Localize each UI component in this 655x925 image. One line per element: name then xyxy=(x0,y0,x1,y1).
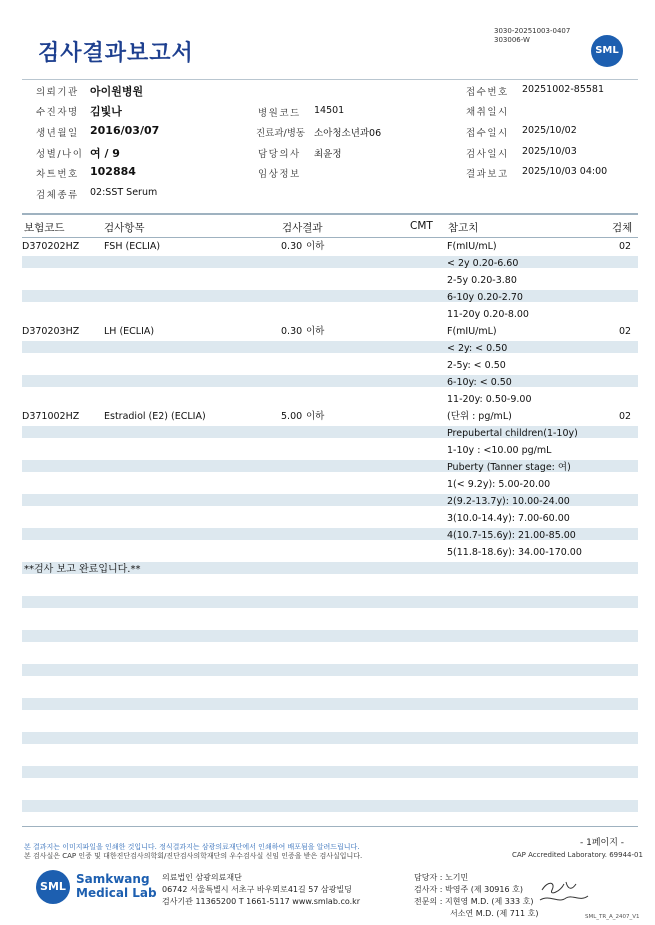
test-specimen: 02 xyxy=(619,411,632,422)
col-header-item: 검사항목 xyxy=(104,222,145,234)
col-header-result: 검사결과 xyxy=(282,222,323,234)
report-date-label: 결과보고 xyxy=(466,169,509,180)
staff-value: 지현영 M.D. (제 333 호) xyxy=(444,897,534,906)
divider xyxy=(22,213,638,215)
ref-line: 11-20y 0.20-8.00 xyxy=(447,309,529,320)
name-label: 수진자명 xyxy=(36,107,79,118)
divider xyxy=(22,826,638,827)
test-code: D370203HZ xyxy=(22,326,80,337)
org-address: 06742 서울특별시 서초구 바우뫼로41길 57 삼광빌딩 xyxy=(162,885,352,894)
ref-line: < 2y: < 0.50 xyxy=(447,343,508,354)
row-stripe xyxy=(22,630,638,642)
sex-age-value: 여 / 9 xyxy=(90,147,120,160)
staff-value: 서소연 M.D. (제 711 호) xyxy=(450,909,539,918)
test-result: 5.00 xyxy=(281,411,303,422)
row-stripe xyxy=(22,290,638,302)
row-stripe xyxy=(22,732,638,744)
institution-value: 아이원병원 xyxy=(90,85,144,98)
ref-line: < 2y 0.20-6.60 xyxy=(447,258,519,269)
doc-id-1: 3030-20251003-0407 xyxy=(494,27,571,35)
ref-line: 11-20y: 0.50-9.00 xyxy=(447,394,532,405)
row-stripe xyxy=(22,800,638,812)
test-date-value: 2025/10/03 xyxy=(522,146,577,157)
receipt-date-value: 2025/10/02 xyxy=(522,125,577,136)
brand-line-1: Samkwang xyxy=(76,872,150,886)
report-date-value: 2025/10/03 04:00 xyxy=(522,166,608,177)
test-item: FSH (ECLIA) xyxy=(104,241,161,252)
staff-label: 담당자 : xyxy=(414,873,443,882)
ref-line: 4(10.7-15.6y): 21.00-85.00 xyxy=(447,530,576,541)
hospital-code-value: 14501 xyxy=(314,105,345,116)
ref-line: 3(10.0-14.4y): 7.00-60.00 xyxy=(447,513,570,524)
ref-line: 6-10y 0.20-2.70 xyxy=(447,292,523,303)
row-stripe xyxy=(22,256,638,268)
chart-no-value: 102884 xyxy=(90,165,136,178)
org-contact: 검사기관 11365200 T 1661-5117 www.smlab.co.kr xyxy=(162,897,361,906)
test-date-label: 검사일시 xyxy=(466,149,509,160)
ref-line: (단위 : pg/mL) xyxy=(447,411,512,422)
test-qualifier: 이하 xyxy=(306,411,325,422)
test-code: D370202HZ xyxy=(22,241,80,252)
clinical-info-label: 임상정보 xyxy=(258,169,301,180)
doc-id-2: 303006-W xyxy=(494,36,530,44)
ref-line: 6-10y: < 0.50 xyxy=(447,377,512,388)
hospital-code-label: 병원코드 xyxy=(258,108,301,119)
ref-line: 2(9.2-13.7y): 10.00-24.00 xyxy=(447,496,570,507)
receipt-no-value: 20251002-85581 xyxy=(522,84,605,95)
test-item: LH (ECLIA) xyxy=(104,326,155,337)
receipt-date-label: 접수일시 xyxy=(466,128,509,139)
test-qualifier: 이하 xyxy=(306,326,325,337)
col-header-ref: 참고치 xyxy=(448,222,479,234)
form-code: SML_TR_A_2407_V1 xyxy=(585,914,640,920)
sml-logo-icon: SML xyxy=(36,870,70,904)
ref-line: F(mIU/mL) xyxy=(447,326,497,337)
page-number: - 1페이지 - xyxy=(580,838,625,848)
test-code: D371002HZ xyxy=(22,411,80,422)
test-result: 0.30 xyxy=(281,241,303,252)
birth-label: 생년월일 xyxy=(36,128,79,139)
signature-icon xyxy=(536,876,592,906)
doctor-value: 최윤정 xyxy=(314,149,342,160)
col-header-specimen: 검체 xyxy=(612,222,633,234)
ref-line: 5(11.8-18.6y): 34.00-170.00 xyxy=(447,547,582,558)
image-notice: 본 결과지는 이미지파일을 인쇄한 것입니다. 정식결과지는 삼광의료재단에서 인쇄하여 배포됨을 알려드립니다. xyxy=(24,843,360,851)
specimen-type-label: 검체종류 xyxy=(36,190,79,201)
document-ids xyxy=(494,27,570,45)
sml-logo-icon: SML xyxy=(591,35,623,67)
staff-list xyxy=(414,872,538,920)
institution-label: 의뢰기관 xyxy=(36,87,79,98)
brand-name xyxy=(76,872,157,900)
ref-line: 1-10y : <10.00 pg/mL xyxy=(447,445,552,456)
row-stripe xyxy=(22,664,638,676)
dept-value: 소아청소년과06 xyxy=(314,128,382,139)
test-specimen: 02 xyxy=(619,326,632,337)
col-header-code: 보험코드 xyxy=(24,222,65,234)
org-name: 의료법인 삼광의료재단 xyxy=(162,873,242,882)
sex-age-label: 성별/나이 xyxy=(36,149,84,160)
cap-accreditation: CAP Accredited Laboratory. 69944-01 xyxy=(512,851,643,859)
page-title: 검사결과보고서 xyxy=(38,41,194,66)
ref-line: 1(< 9.2y): 5.00-20.00 xyxy=(447,479,551,490)
name-value: 김빛나 xyxy=(90,105,122,118)
test-result: 0.30 xyxy=(281,326,303,337)
test-item: Estradiol (E2) (ECLIA) xyxy=(104,411,206,422)
birth-value: 2016/03/07 xyxy=(90,124,160,137)
staff-label: 전문의 : xyxy=(414,897,443,906)
chart-no-label: 차트번호 xyxy=(36,169,79,180)
ref-line: 2-5y 0.20-3.80 xyxy=(447,275,517,286)
staff-value: 박영주 (제 30916 호) xyxy=(444,885,523,894)
collect-date-label: 채취일시 xyxy=(466,107,509,118)
ref-line: Puberty (Tanner stage: 여) xyxy=(447,462,571,473)
col-header-cmt: CMT xyxy=(410,220,433,232)
cap-notice: 본 검사실은 CAP 인증 및 대한진단검사의학회/진단검사의학재단의 우수검사실 신임 인증을 받은 검사실입니다. xyxy=(24,852,363,860)
staff-label: 검사자 : xyxy=(414,885,443,894)
completion-note: **검사 보고 완료입니다.** xyxy=(24,564,141,575)
staff-value: 노기민 xyxy=(444,873,469,882)
brand-line-2: Medical Lab xyxy=(76,886,157,900)
test-specimen: 02 xyxy=(619,241,632,252)
doctor-label: 담당의사 xyxy=(258,149,301,160)
row-stripe xyxy=(22,341,638,353)
row-stripe xyxy=(22,698,638,710)
ref-line: 2-5y: < 0.50 xyxy=(447,360,506,371)
row-stripe xyxy=(22,766,638,778)
ref-line: F(mIU/mL) xyxy=(447,241,497,252)
ref-line: Prepubertal children(1-10y) xyxy=(447,428,578,439)
row-stripe xyxy=(22,596,638,608)
specimen-type-value: 02:SST Serum xyxy=(90,187,158,198)
row-stripe xyxy=(22,375,638,387)
test-qualifier: 이하 xyxy=(306,241,325,252)
org-info xyxy=(162,872,360,908)
dept-label: 진료과/병동 xyxy=(256,128,306,139)
divider xyxy=(22,79,638,80)
receipt-no-label: 접수번호 xyxy=(466,87,509,98)
